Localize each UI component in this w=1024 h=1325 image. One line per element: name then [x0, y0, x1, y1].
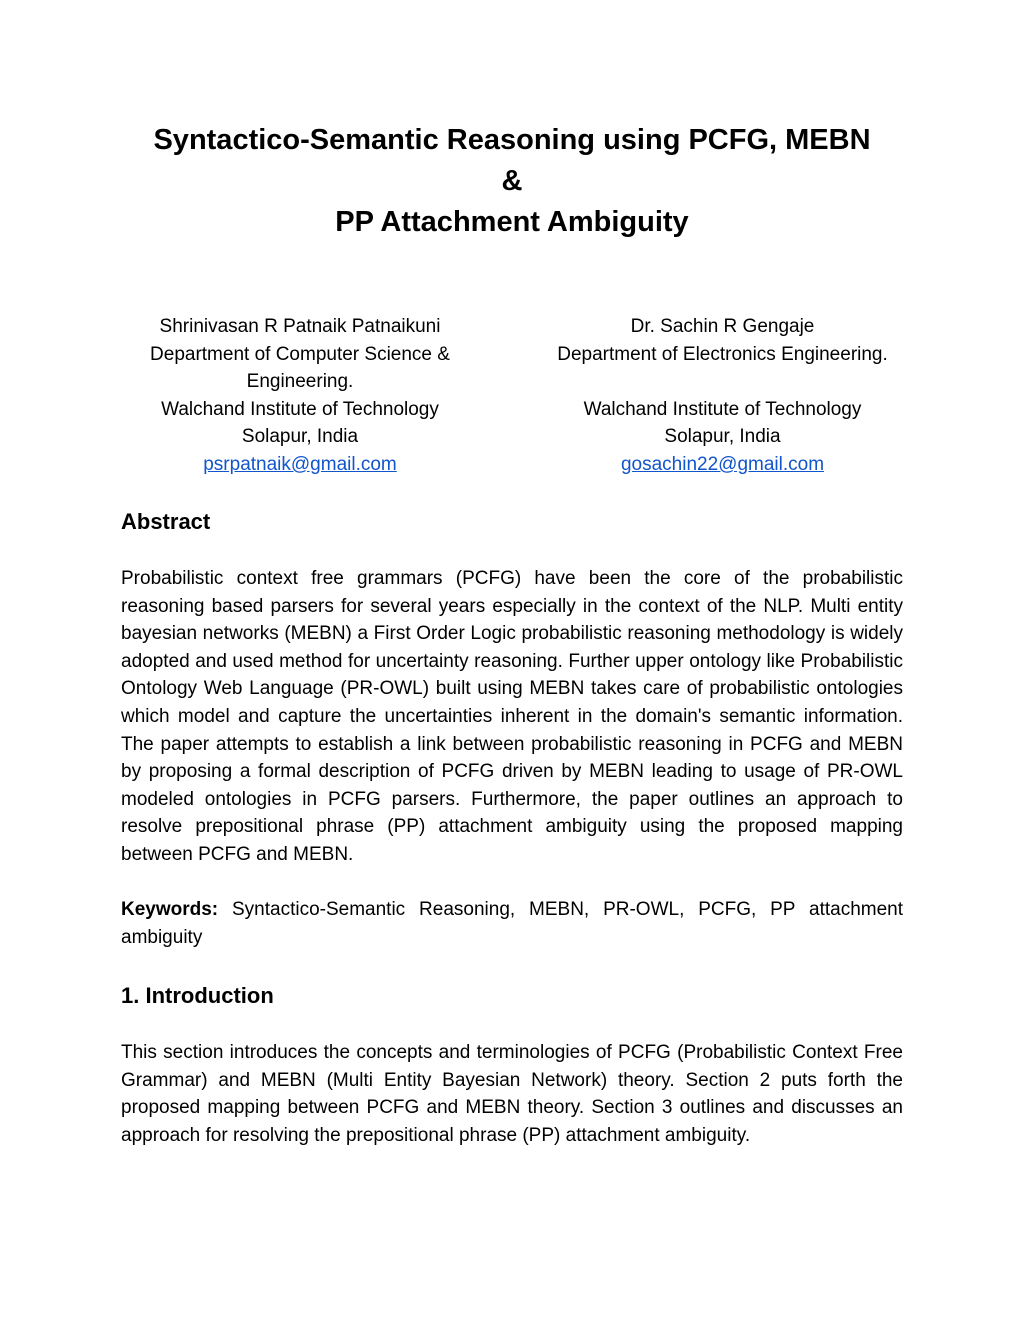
spacer — [540, 368, 905, 396]
author-department: Department of Electronics Engineering. — [557, 343, 888, 365]
author-institute: Walchand Institute of Technology — [583, 398, 862, 420]
title-line-2: & — [501, 165, 523, 197]
keywords-text: Syntactico-Semantic Reasoning, MEBN, PR-OWL, PCFG, PP attachment ambiguity — [121, 899, 903, 948]
introduction-text: This section introduces the concepts and terminologies of PCFG (Probabilistic Context Free Grammar) and MEBN (Multi Entity Bayesian Network) theory. Section 2 puts forth the proposed mapping between PCFG and MEBN theory. Section 3 outlines and discusses an approach for resolving the prepositional phrase (PP) attachment ambiguity. — [121, 1042, 903, 1146]
author-name: Shrinivasan R Patnaik Patnaikuni — [159, 316, 441, 337]
paper-title — [0, 120, 1024, 243]
author-email-link[interactable]: gosachin22@gmail.com — [620, 453, 825, 475]
author-block-2 — [540, 313, 905, 479]
author-location: Solapur, India — [241, 426, 359, 448]
introduction-heading: 1. Introduction — [121, 983, 274, 1008]
author-department: Department of Computer Science & Engineering. — [150, 343, 450, 393]
author-location: Solapur, India — [664, 426, 781, 448]
author-institute: Walchand Institute of Technology — [161, 398, 439, 420]
author-name: Dr. Sachin R Gengaje — [630, 316, 815, 337]
keywords-label: Keywords: — [121, 899, 219, 920]
abstract-text: Probabilistic context free grammars (PCFG) have been the core of the probabilistic reasoning based parsers for several years especially in the context of the NLP. Multi entity bayesian networks (MEBN) a First Order Logic probabilistic reasoning methodology is widely adopted and used method for uncertainty reasoning. Further upper ontology like Probabilistic Ontology Web Language (PR-OWL) built using MEBN takes care of probabilistic ontologies which model and capture the uncertainties inherent in the domain's semantic information. The paper attempts to establish a link between probabilistic reasoning in PCFG and MEBN by proposing a formal description of PCFG driven by MEBN leading to usage of PR-OWL modeled ontologies in PCFG parsers. Furthermore, the paper outlines an approach to resolve prepositional phrase (PP) attachment ambiguity using the proposed mapping between PCFG and MEBN. — [121, 568, 903, 865]
title-line-3: PP Attachment Ambiguity — [335, 206, 689, 238]
author-email-link[interactable]: psrpatnaik@gmail.com — [203, 453, 397, 475]
abstract-heading: Abstract — [121, 509, 211, 534]
keywords-paragraph — [121, 896, 903, 951]
author-block-1 — [130, 313, 470, 479]
title-line-1: Syntactico-Semantic Reasoning using PCFG, MEBN — [153, 124, 871, 156]
